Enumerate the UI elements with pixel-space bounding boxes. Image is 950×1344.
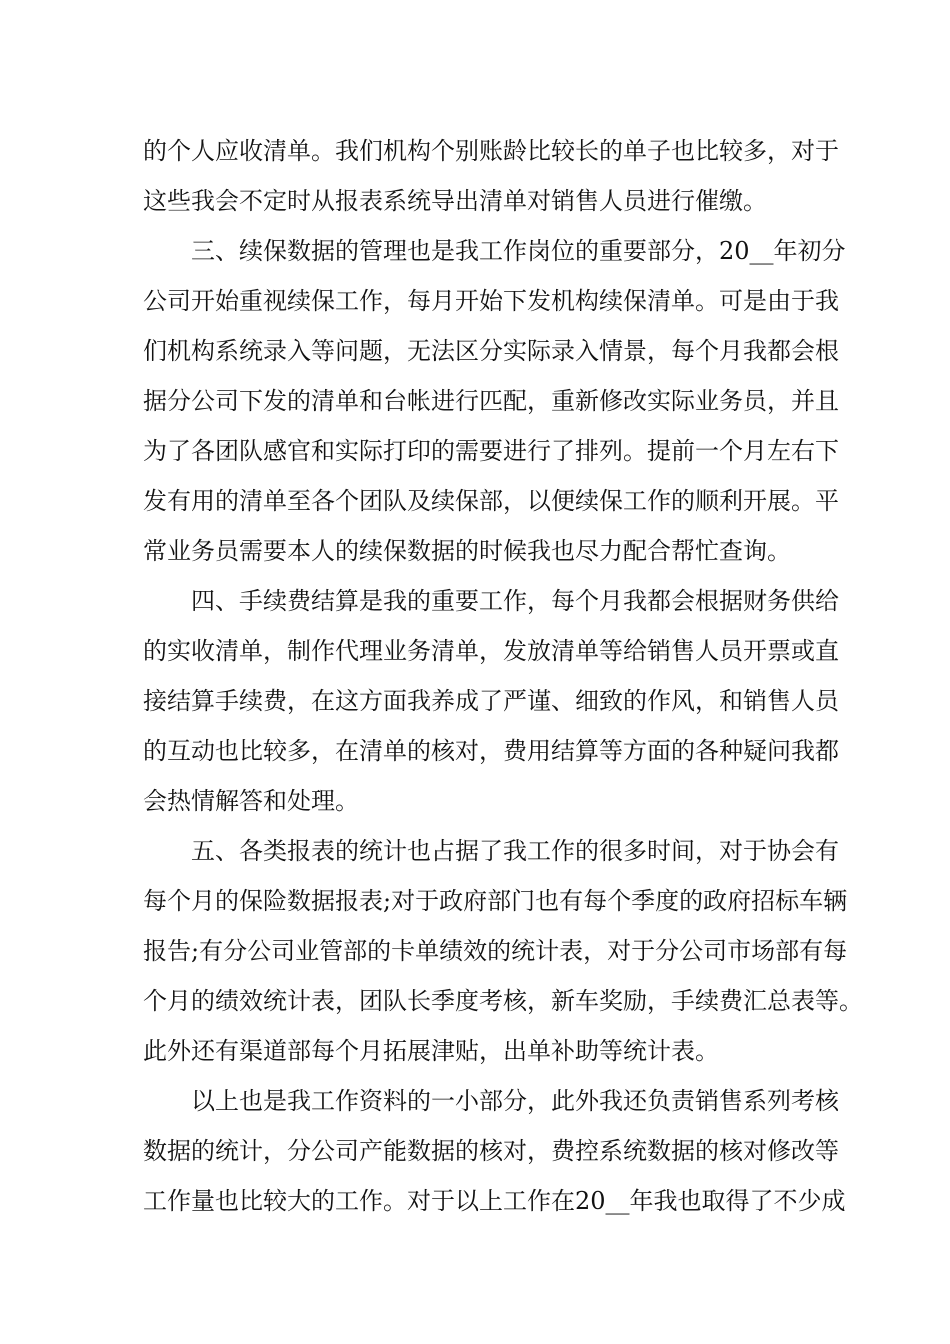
paragraph-5-line-4: 个月的绩效统计表，团队长季度考核，新车奖励，手续费汇总表等。: [143, 987, 863, 1015]
paragraph-6-line-3: 工作量也比较大的工作。对于以上工作在20__年我也取得了不少成: [143, 1187, 846, 1215]
paragraph-3-line-3: 们机构系统录入等问题，无法区分实际录入情景，每个月我都会根: [143, 337, 839, 365]
text-line-2: 这些我会不定时从报表系统导出清单对销售人员进行催缴。: [143, 187, 767, 215]
paragraph-4-line-5: 会热情解答和处理。: [143, 787, 359, 815]
paragraph-3-line-7: 常业务员需要本人的续保数据的时候我也尽力配合帮忙查询。: [143, 537, 791, 565]
text-line-1: 的个人应收清单。我们机构个别账龄比较长的单子也比较多，对于: [143, 137, 839, 165]
paragraph-3-line-4: 据分公司下发的清单和台帐进行匹配，重新修改实际业务员，并且: [143, 387, 839, 415]
paragraph-4-line-2: 的实收清单，制作代理业务清单，发放清单等给销售人员开票或直: [143, 637, 839, 665]
paragraph-4-line-1: 四、手续费结算是我的重要工作，每个月我都会根据财务供给: [191, 587, 839, 615]
paragraph-3-line-1: 三、续保数据的管理也是我工作岗位的重要部分，20__年初分: [191, 237, 846, 265]
paragraph-4-line-3: 接结算手续费，在这方面我养成了严谨、细致的作风，和销售人员: [143, 687, 839, 715]
paragraph-5-line-1: 五、各类报表的统计也占据了我工作的很多时间，对于协会有: [191, 837, 839, 865]
paragraph-3-line-2: 公司开始重视续保工作，每月开始下发机构续保清单。可是由于我: [143, 287, 839, 315]
paragraph-4-line-4: 的互动也比较多，在清单的核对，费用结算等方面的各种疑问我都: [143, 737, 839, 765]
paragraph-5-line-5: 此外还有渠道部每个月拓展津贴，出单补助等统计表。: [143, 1037, 719, 1065]
paragraph-3-line-5: 为了各团队感官和实际打印的需要进行了排列。提前一个月左右下: [143, 437, 839, 465]
paragraph-6-line-2: 数据的统计，分公司产能数据的核对，费控系统数据的核对修改等: [143, 1137, 839, 1165]
paragraph-3-line-6: 发有用的清单至各个团队及续保部，以便续保工作的顺利开展。平: [143, 487, 839, 515]
paragraph-5-line-2: 每个月的保险数据报表;对于政府部门也有每个季度的政府招标车辆: [143, 887, 848, 915]
paragraph-5-line-3: 报告;有分公司业管部的卡单绩效的统计表，对于分公司市场部有每: [143, 937, 848, 965]
paragraph-6-line-1: 以上也是我工作资料的一小部分，此外我还负责销售系列考核: [191, 1087, 839, 1115]
